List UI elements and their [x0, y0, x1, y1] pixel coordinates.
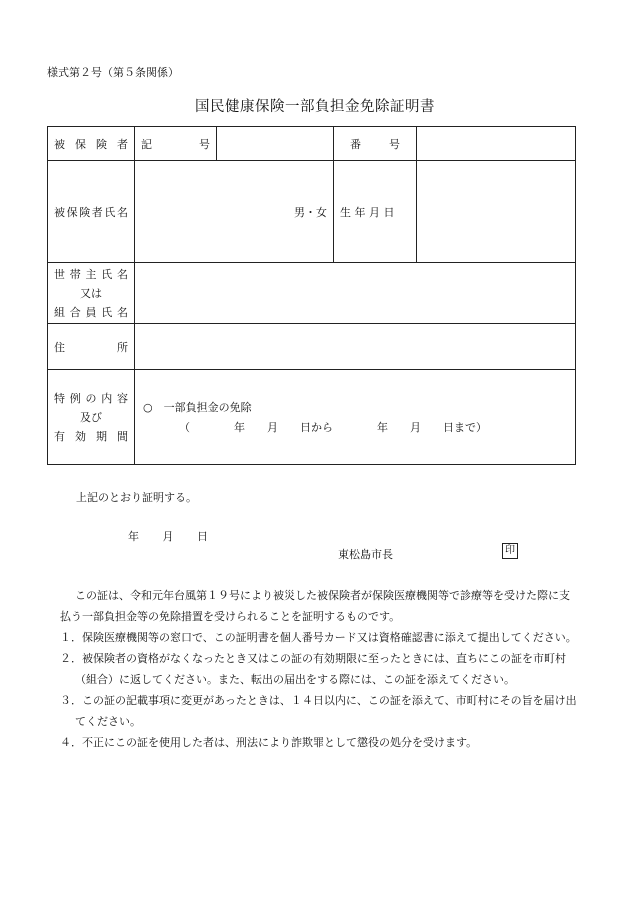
birthdate-field[interactable] [417, 161, 576, 263]
address-label-b: 所 [117, 340, 128, 354]
number-label-a: 番 [350, 137, 361, 151]
number-label-cell [334, 127, 417, 161]
gender-selector[interactable]: 男・女 [294, 205, 327, 219]
special-measure-row [48, 370, 576, 465]
seal-mark: 印 [502, 543, 518, 559]
note-item: ４．不正にこの証を使用した者は、刑法により詐欺罪として懲役の処分を受けます。 [60, 736, 478, 749]
note-item: ３．この証の記載事項に変更があったときは、１４日以内に、この証を添えて、市町村にその旨を届け出てください。 [60, 694, 577, 728]
insured-label: 被 保 険 者 [48, 127, 135, 161]
note-item: １．保険医療機関等の窓口で、この証明書を個人番号カード又は資格確認書に添えて提出してください。 [60, 631, 577, 644]
notes-intro: この証は、令和元年台風第１９号により被災した被保険者が保険医療機関等で診療等を受けた際に支払う一部負担金等の免除措置を受けられることを証明するものです。 [60, 589, 570, 623]
household-head-row [48, 263, 576, 324]
address-label-cell [48, 324, 135, 370]
form-number: 様式第２号（第５条関係） [47, 66, 179, 79]
address-row [48, 324, 576, 370]
number-field[interactable] [417, 127, 576, 161]
insured-name-row [48, 161, 576, 263]
note-item: ２．被保険者の資格がなくなったとき又はこの証の有効期限に至ったときには、直ちにこの証を市町村（組合）に返してください。また、転出の届出をする際には、この証を添えてください。 [60, 652, 566, 686]
issuer-name: 東松島市長 [338, 548, 393, 561]
symbol-label-cell [135, 127, 217, 161]
validity-period: （ 年 月 日から 年 月 日まで） [179, 421, 487, 434]
page-title: 国民健康保険一部負担金免除証明書 [195, 99, 435, 115]
insured-row [48, 127, 576, 161]
issue-date: 年 月 日 [128, 530, 208, 543]
special-measure-label: 特 例 の 内 容 及び 有 効 期 間 [48, 370, 135, 465]
insured-name-label: 被保険者氏名 [48, 161, 135, 263]
household-head-label: 世 帯 主 氏 名 又は 組 合 員 氏 名 [48, 263, 135, 324]
exemption-option[interactable]: ○ 一部負担金の免除 [143, 401, 252, 414]
symbol-field[interactable] [217, 127, 334, 161]
birthdate-label: 生 年 月 日 [334, 161, 417, 263]
household-head-field[interactable] [135, 263, 576, 324]
address-label-a: 住 [54, 340, 65, 354]
special-measure-content [135, 370, 576, 465]
symbol-label-b: 号 [199, 137, 210, 151]
certification-statement: 上記のとおり証明する。 [76, 491, 197, 504]
number-label-b: 号 [389, 137, 400, 151]
insured-name-field[interactable] [135, 161, 334, 263]
notes-section [60, 585, 578, 753]
symbol-label-a: 記 [141, 137, 152, 151]
certificate-table [47, 126, 576, 465]
address-field[interactable] [135, 324, 576, 370]
